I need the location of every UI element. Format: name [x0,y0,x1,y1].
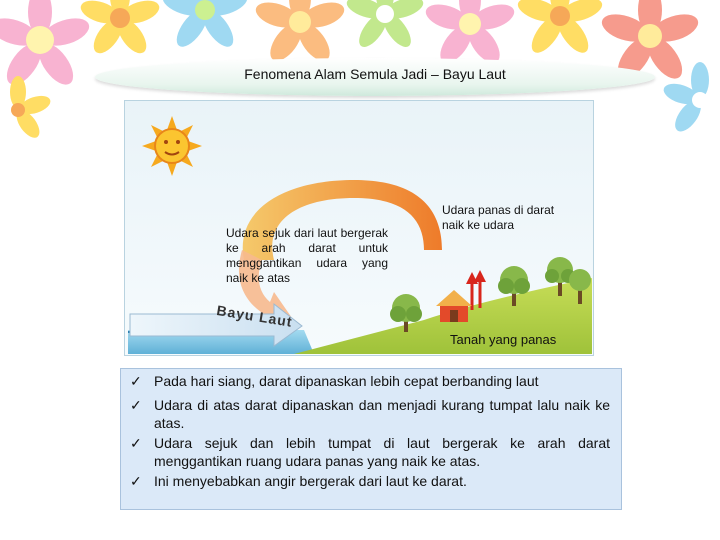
checkmark-icon: ✓ [130,397,142,413]
hot-air-label: Udara panas di darat naik ke udara [442,203,555,232]
note-text: Udara sejuk dan lebih tumpat di laut bergerak ke arah darat menggantikan ruang udara panas yang naik ke atas. [154,435,610,469]
sea-breeze-label: Bayu Laut [215,302,294,330]
list-item [128,472,610,490]
house-icon [436,290,472,322]
hot-land-label: Tanah yang panas [450,332,557,347]
note-text: Udara di atas darat dipanaskan dan menjadi kurang tumpat lalu naik ke atas. [154,397,610,431]
notes-list [128,372,610,496]
checkmark-icon: ✓ [130,373,142,389]
checkmark-icon: ✓ [130,473,142,489]
page-title: Fenomena Alam Semula Jadi – Bayu Laut [244,66,506,82]
list-item [128,396,610,432]
sun-icon [142,116,202,176]
note-text: Pada hari siang, darat dipanaskan lebih cepat berbanding laut [154,373,539,389]
list-item [128,434,610,470]
list-item [128,372,610,390]
cool-air-label: Udara sejuk dari laut bergerak ke arah darat untuk menggantikan udara yang naik ke atas [226,226,388,285]
note-text: Ini menyebabkan angir bergerak dari laut ke darat. [154,473,467,489]
checkmark-icon: ✓ [130,435,142,451]
